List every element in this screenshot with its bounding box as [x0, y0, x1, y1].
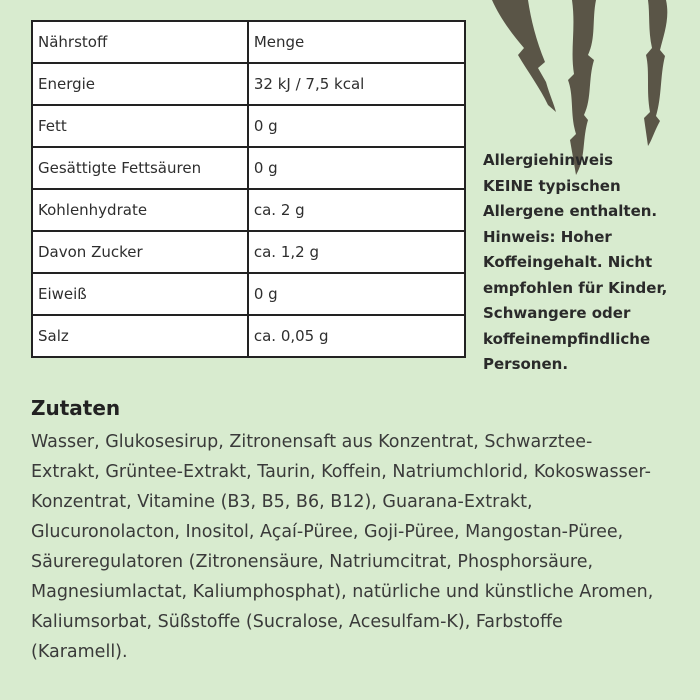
table-row — [32, 315, 465, 357]
claw-mark-right — [644, 0, 667, 146]
nutrient-name: Eiweiß — [32, 273, 248, 315]
nutrient-name: Gesättigte Fettsäuren — [32, 147, 248, 189]
nutrient-name: Energie — [32, 63, 248, 105]
nutrient-amount: 0 g — [248, 105, 465, 147]
header-amount: Menge — [248, 21, 465, 63]
ingredients-title: Zutaten — [31, 396, 121, 420]
table-row — [32, 147, 465, 189]
table-row — [32, 273, 465, 315]
table-row — [32, 231, 465, 273]
nutrient-name: Kohlenhydrate — [32, 189, 248, 231]
nutrient-amount: ca. 1,2 g — [248, 231, 465, 273]
table-header-row — [32, 21, 465, 63]
table-row — [32, 189, 465, 231]
allergy-note: Allergiehinweis KEINE typischen Allergene enthalten. Hinweis: Hoher Koffeingehalt. Nicht empfohlen für Kinder, Schwangere oder koffeinempfindliche Personen. — [483, 151, 668, 373]
nutrient-name: Davon Zucker — [32, 231, 248, 273]
nutrient-amount: 32 kJ / 7,5 kcal — [248, 63, 465, 105]
nutrition-table — [31, 20, 466, 358]
nutrient-amount: ca. 0,05 g — [248, 315, 465, 357]
ingredients-text: Wasser, Glukosesirup, Zitronensaft aus Konzentrat, Schwarztee-Extrakt, Grüntee-Extrakt, Taurin, Koffein, Natriumchlorid, Kokoswasser-Konzentrat, Vitamine (B3, B5, B6, B12), Guarana-Extrakt, Glucuronolacton, Inositol, Açaí-Püree, Goji-Püree, Mangostan-Püree, Säureregulatoren (Zitronensäure, Natriumcitrat, Phosphorsäure, Magnesiumlactat, Kaliumphosphat), natürliche und künstliche Aromen, Kaliumsorbat, Süßstoffe (Sucralose, Acesulfam-K), Farbstoffe (Karamell). — [31, 432, 654, 662]
nutrient-amount: 0 g — [248, 273, 465, 315]
nutrient-name: Fett — [32, 105, 248, 147]
claw-mark-left — [492, 0, 556, 112]
table-row — [32, 63, 465, 105]
nutrient-amount: ca. 2 g — [248, 189, 465, 231]
table-row — [32, 105, 465, 147]
nutrient-amount: 0 g — [248, 147, 465, 189]
nutrient-name: Salz — [32, 315, 248, 357]
header-nutrient: Nährstoff — [32, 21, 248, 63]
